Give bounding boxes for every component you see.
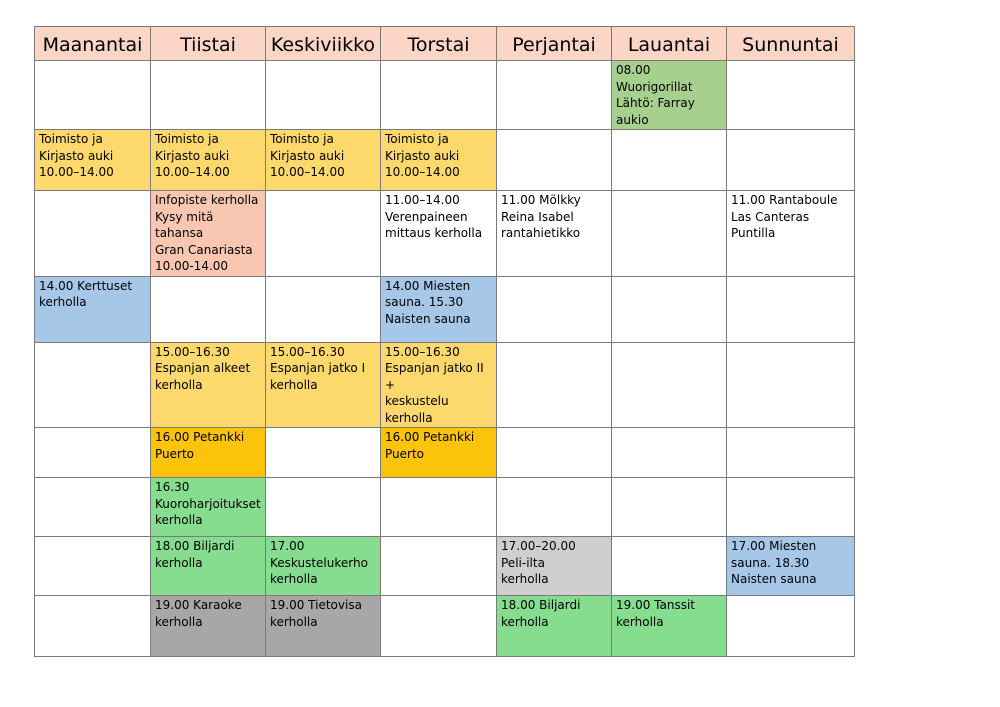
- schedule-cell-thursday: [381, 537, 497, 596]
- schedule-cell-friday: [497, 61, 612, 130]
- schedule-cell-friday: 17.00–20.00 Peli-ilta kerholla: [497, 537, 612, 596]
- schedule-cell-sunday: 11.00 Rantaboule Las Canteras Puntilla: [727, 191, 855, 277]
- table-row: [35, 191, 855, 277]
- table-row: [35, 478, 855, 537]
- schedule-cell-tuesday: 16.30 Kuoroharjoitukset kerholla: [151, 478, 266, 537]
- table-row: [35, 276, 855, 342]
- schedule-cell-saturday: 19.00 Tanssit kerholla: [612, 596, 727, 657]
- schedule-cell-sunday: [727, 61, 855, 130]
- schedule-cell-wednesday: [266, 61, 381, 130]
- schedule-cell-wednesday: [266, 478, 381, 537]
- schedule-cell-sunday: [727, 428, 855, 478]
- schedule-cell-saturday: [612, 537, 727, 596]
- schedule-cell-saturday: [612, 130, 727, 191]
- table-row: [35, 61, 855, 130]
- schedule-cell-friday: [497, 130, 612, 191]
- table-row: [35, 428, 855, 478]
- schedule-cell-friday: 11.00 Mölkky Reina Isabel rantahietikko: [497, 191, 612, 277]
- schedule-cell-thursday: 14.00 Miesten sauna. 15.30 Naisten sauna: [381, 276, 497, 342]
- schedule-cell-tuesday: [151, 61, 266, 130]
- schedule-cell-wednesday: 19.00 Tietovisa kerholla: [266, 596, 381, 657]
- schedule-cell-thursday: 16.00 Petankki Puerto: [381, 428, 497, 478]
- schedule-cell-tuesday: 16.00 Petankki Puerto: [151, 428, 266, 478]
- schedule-cell-sunday: [727, 596, 855, 657]
- day-header-monday: Maanantai: [35, 27, 151, 61]
- schedule-cell-saturday: 08.00 Wuorigorillat Lähtö: Farray aukio: [612, 61, 727, 130]
- schedule-cell-saturday: [612, 478, 727, 537]
- schedule-cell-wednesday: [266, 276, 381, 342]
- schedule-cell-wednesday: [266, 191, 381, 277]
- day-header-thursday: Torstai: [381, 27, 497, 61]
- schedule-cell-sunday: [727, 130, 855, 191]
- schedule-cell-sunday: [727, 478, 855, 537]
- schedule-body: [35, 61, 855, 657]
- day-header-sunday: Sunnuntai: [727, 27, 855, 61]
- schedule-cell-saturday: [612, 276, 727, 342]
- schedule-cell-monday: 14.00 Kerttuset kerholla: [35, 276, 151, 342]
- schedule-cell-wednesday: Toimisto ja Kirjasto auki 10.00–14.00: [266, 130, 381, 191]
- schedule-cell-tuesday: [151, 276, 266, 342]
- schedule-cell-monday: [35, 191, 151, 277]
- day-header-wednesday: Keskiviikko: [266, 27, 381, 61]
- schedule-cell-sunday: [727, 276, 855, 342]
- schedule-cell-tuesday: 15.00–16.30 Espanjan alkeet kerholla: [151, 342, 266, 428]
- schedule-cell-friday: [497, 428, 612, 478]
- schedule-cell-friday: [497, 478, 612, 537]
- schedule-cell-wednesday: 17.00 Keskustelukerho kerholla: [266, 537, 381, 596]
- schedule-cell-monday: [35, 478, 151, 537]
- schedule-cell-tuesday: 18.00 Biljardi kerholla: [151, 537, 266, 596]
- schedule-cell-monday: [35, 596, 151, 657]
- schedule-cell-friday: 18.00 Biljardi kerholla: [497, 596, 612, 657]
- schedule-cell-saturday: [612, 342, 727, 428]
- schedule-cell-sunday: [727, 342, 855, 428]
- day-header-tuesday: Tiistai: [151, 27, 266, 61]
- schedule-cell-monday: [35, 342, 151, 428]
- schedule-cell-tuesday: Infopiste kerholla Kysy mitä tahansa Gran Canariasta 10.00-14.00: [151, 191, 266, 277]
- schedule-cell-friday: [497, 342, 612, 428]
- day-header-friday: Perjantai: [497, 27, 612, 61]
- schedule-cell-monday: [35, 61, 151, 130]
- schedule-cell-friday: [497, 276, 612, 342]
- schedule-cell-monday: [35, 428, 151, 478]
- table-row: [35, 130, 855, 191]
- schedule-cell-thursday: [381, 61, 497, 130]
- table-row: [35, 342, 855, 428]
- schedule-cell-tuesday: 19.00 Karaoke kerholla: [151, 596, 266, 657]
- schedule-cell-thursday: 15.00–16.30 Espanjan jatko II + keskustelu kerholla: [381, 342, 497, 428]
- schedule-cell-thursday: [381, 478, 497, 537]
- schedule-cell-saturday: [612, 191, 727, 277]
- schedule-cell-saturday: [612, 428, 727, 478]
- schedule-cell-sunday: 17.00 Miesten sauna. 18.30 Naisten sauna: [727, 537, 855, 596]
- table-row: [35, 537, 855, 596]
- schedule-cell-thursday: Toimisto ja Kirjasto auki 10.00–14.00: [381, 130, 497, 191]
- schedule-cell-monday: Toimisto ja Kirjasto auki 10.00–14.00: [35, 130, 151, 191]
- day-header-row: [35, 27, 855, 61]
- schedule-cell-monday: [35, 537, 151, 596]
- schedule-cell-thursday: 11.00–14.00 Verenpaineen mittaus kerholla: [381, 191, 497, 277]
- table-row: [35, 596, 855, 657]
- day-header-saturday: Lauantai: [612, 27, 727, 61]
- schedule-cell-wednesday: 15.00–16.30 Espanjan jatko I kerholla: [266, 342, 381, 428]
- schedule-cell-wednesday: [266, 428, 381, 478]
- weekly-schedule-table: [34, 26, 855, 657]
- schedule-cell-thursday: [381, 596, 497, 657]
- schedule-cell-tuesday: Toimisto ja Kirjasto auki 10.00–14.00: [151, 130, 266, 191]
